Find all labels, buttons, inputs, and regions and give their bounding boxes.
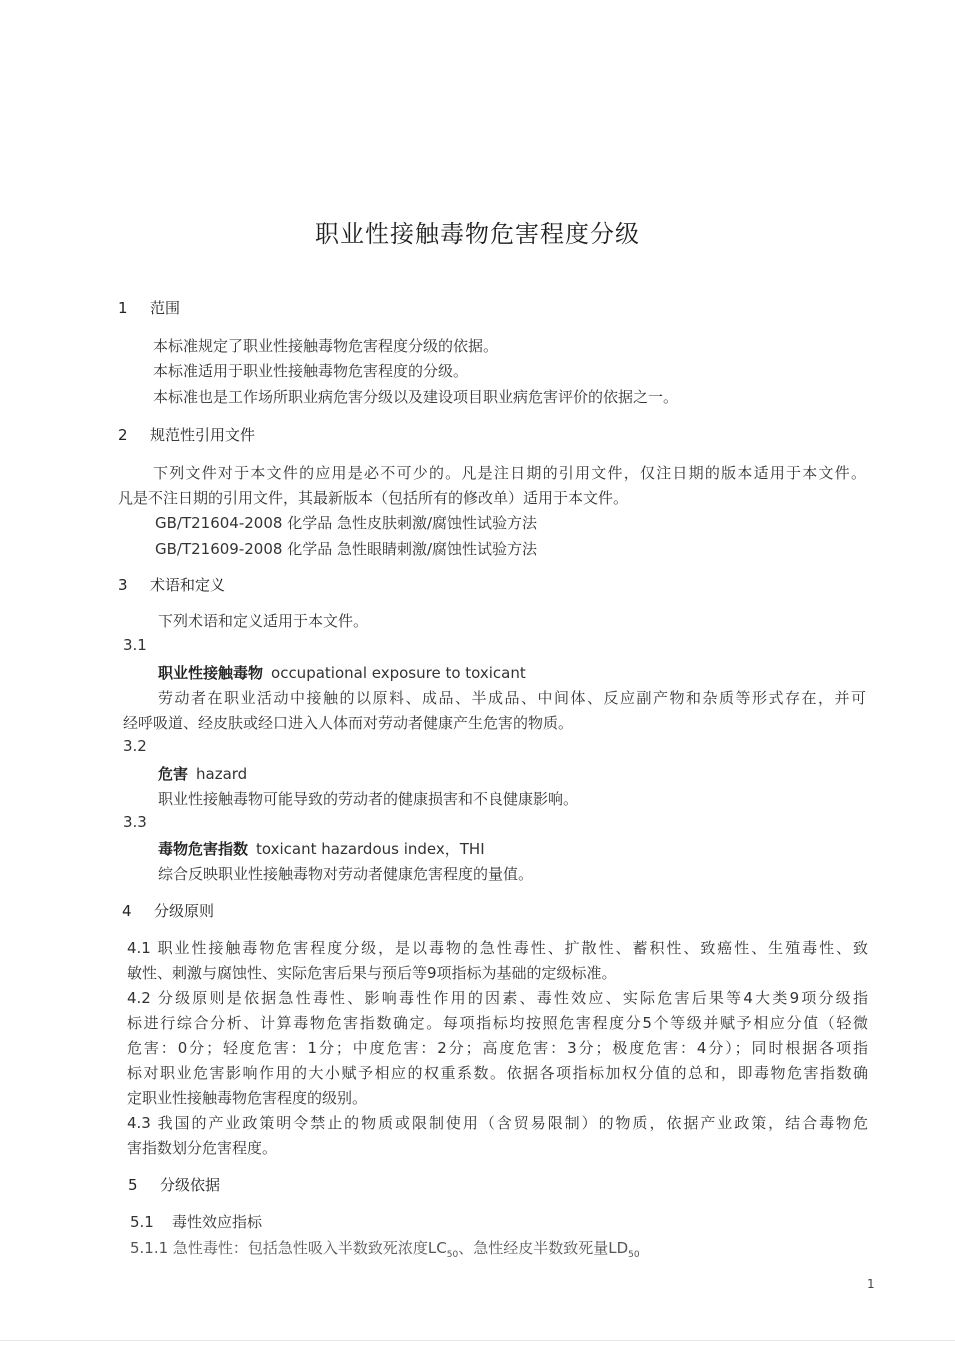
- clause-text-part: 5.1.1 急性毒性：包括急性吸入半数致死浓度LC: [130, 1239, 447, 1257]
- section-2-heading: [118, 424, 255, 445]
- subscript: 50: [628, 1250, 640, 1260]
- paragraph: 凡是不注日期的引用文件，其最新版本（包括所有的修改单）适用于本文件。: [118, 489, 629, 507]
- term-entry: [158, 838, 485, 859]
- term-definition: 经呼吸道、经皮肤或经口进入人体而对劳动者健康产生危害的物质。: [123, 714, 574, 732]
- term-number: 3.3: [123, 813, 147, 831]
- subscript: 50: [446, 1250, 459, 1260]
- term-definition: 职业性接触毒物可能导致的劳动者的健康损害和不良健康影响。: [158, 790, 579, 808]
- section-3-heading: [118, 574, 225, 595]
- section-1-heading: [118, 297, 180, 318]
- section-title: 分级依据: [160, 1176, 221, 1194]
- term-entry: [158, 763, 247, 784]
- section-title: 规范性引用文件: [150, 426, 256, 444]
- paragraph: 本标准规定了职业性接触毒物危害程度分级的依据。: [153, 337, 499, 355]
- section-number: 2: [118, 426, 128, 444]
- section-number: 4: [122, 902, 132, 920]
- section-number: 1: [118, 299, 128, 317]
- clause-text: 4.1 职业性接触毒物危害程度分级，是以毒物的急性毒性、扩散性、蓄积性、致癌性、生殖毒性、致: [127, 939, 868, 957]
- page-number: 1: [867, 1277, 875, 1291]
- clause-text: 敏性、刺激与腐蚀性、实际危害后果与预后等9项指标为基础的定级标准。: [127, 964, 617, 982]
- term-entry: [158, 662, 526, 683]
- term-number: 3.2: [123, 737, 147, 755]
- term-definition: 综合反映职业性接触毒物对劳动者健康危害程度的量值。: [158, 865, 534, 883]
- normative-reference: GB/T21609-2008 化学品 急性眼睛刺激/腐蚀性试验方法: [155, 540, 538, 558]
- normative-reference: GB/T21604-2008 化学品 急性皮肤刺激/腐蚀性试验方法: [155, 514, 538, 532]
- paragraph: 下列文件对于本文件的应用是必不可少的。凡是注日期的引用文件，仅注日期的版本适用于本文件。: [153, 464, 866, 482]
- document-title: 职业性接触毒物危害程度分级: [315, 220, 640, 248]
- paragraph: 本标准适用于职业性接触毒物危害程度的分级。: [153, 362, 469, 380]
- term-number: 3.1: [123, 636, 147, 654]
- section-4-heading: [122, 900, 214, 921]
- clause-text: [130, 1237, 640, 1260]
- clause-text: 标对职业危害影响作用的大小赋予相应的权重系数。依据各项指标加权分值的总和，即毒物危害指数确: [127, 1064, 868, 1082]
- term-chinese: 毒物危害指数: [158, 840, 249, 858]
- subsection-number: 5.1: [130, 1213, 154, 1231]
- clause-text: 标进行综合分析、计算毒物危害指数确定。每项指标均按照危害程度分5个等级并赋予相应分值（轻微: [127, 1014, 868, 1032]
- term-english: toxicant hazardous index，THI: [256, 840, 485, 858]
- term-chinese: 危害: [158, 765, 189, 783]
- term-english: occupational exposure to toxicant: [271, 664, 526, 682]
- clause-text: 害指数划分危害程度。: [127, 1139, 278, 1157]
- clause-text: 定职业性接触毒物危害程度的级别。: [127, 1089, 368, 1107]
- clause-text-part: 、急性经皮半数致死量LD: [458, 1239, 629, 1257]
- clause-text: 4.2 分级原则是依据急性毒性、影响毒性作用的因素、毒性效应、实际危害后果等4大类9项分级指: [127, 989, 868, 1007]
- clause-text: 4.3 我国的产业政策明令禁止的物质或限制使用（含贸易限制）的物质，依据产业政策，结合毒物危: [127, 1114, 868, 1132]
- page-edge-line: [0, 1340, 955, 1341]
- section-title: 术语和定义: [150, 576, 226, 594]
- section-number: 3: [118, 576, 128, 594]
- subsection-heading: [130, 1211, 262, 1232]
- section-title: 分级原则: [154, 902, 215, 920]
- section-title: 范围: [150, 299, 181, 317]
- section-5-heading: [128, 1174, 220, 1195]
- paragraph: 本标准也是工作场所职业病危害分级以及建设项目职业病危害评价的依据之一。: [153, 388, 679, 406]
- section-number: 5: [128, 1176, 138, 1194]
- term-english: hazard: [196, 765, 248, 783]
- clause-text: 危害：0分；轻度危害：1分；中度危害：2分；高度危害：3分；极度危害：4分）；同时根据各项指: [127, 1039, 868, 1057]
- subsection-title: 毒性效应指标: [172, 1213, 263, 1231]
- paragraph: 下列术语和定义适用于本文件。: [158, 612, 369, 630]
- term-definition: 劳动者在职业活动中接触的以原料、成品、半成品、中间体、反应副产物和杂质等形式存在，并可: [158, 689, 866, 707]
- term-chinese: 职业性接触毒物: [158, 664, 264, 682]
